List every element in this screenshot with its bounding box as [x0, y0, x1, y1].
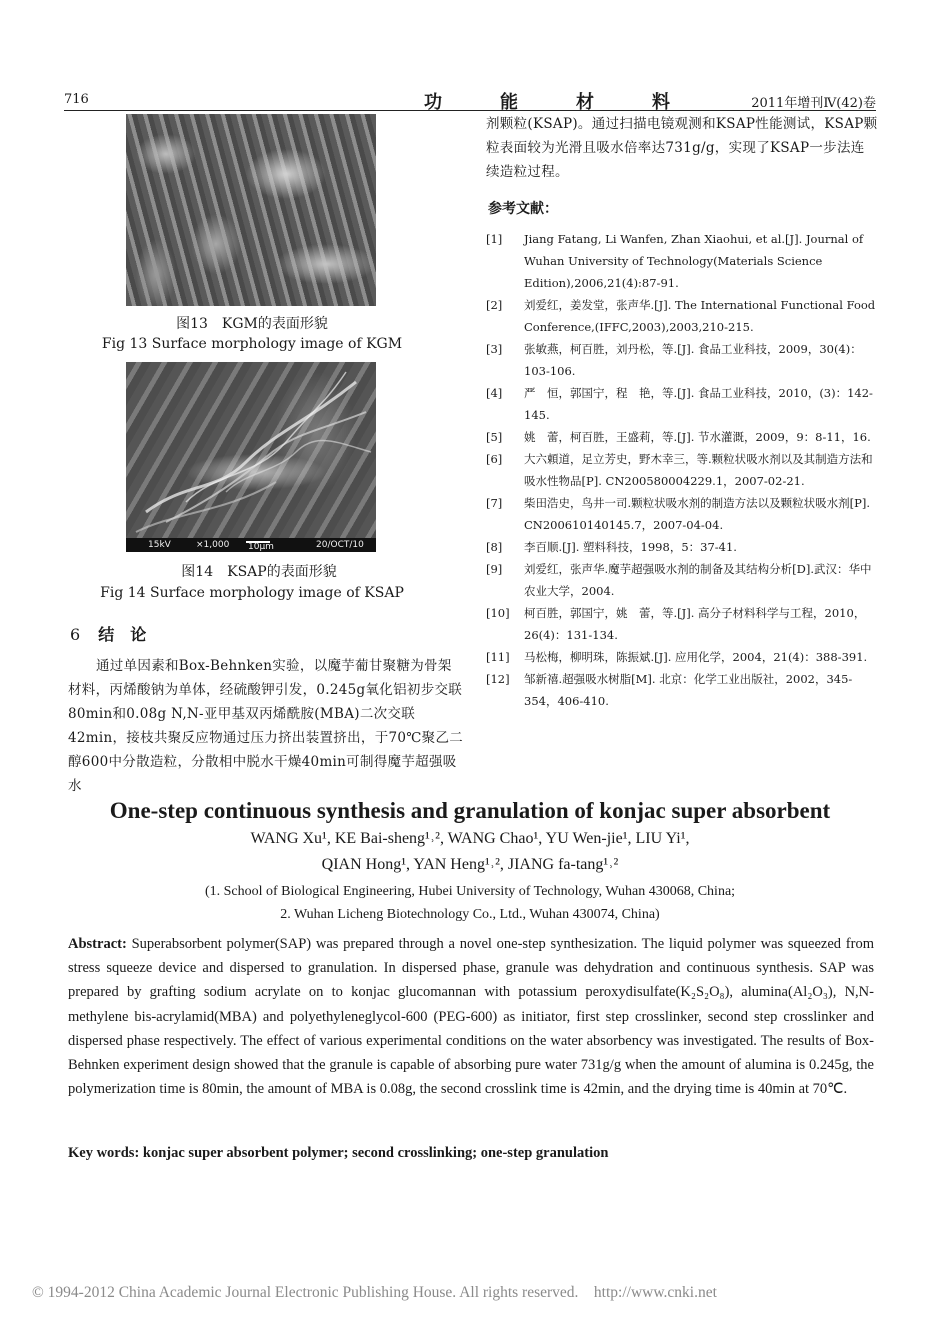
- section-title: 结 论: [98, 625, 147, 644]
- sem-voltage: 15kV: [148, 540, 171, 550]
- fiber-texture: [126, 362, 376, 538]
- affiliation-line-1: (1. School of Biological Engineering, Hubei University of Technology, Wuhan 430068, China;: [204, 884, 736, 899]
- sem-date: 20/OCT/10: [316, 540, 364, 550]
- reference-item: [3] 张敏燕，柯百胜，刘丹松，等.[J]. 食品工业科技，2009，30(4)：103-106.: [486, 342, 862, 378]
- authors-line-2: QIAN Hong¹, YAN Heng¹˒², JIANG fa-tang¹˒²: [321, 856, 619, 873]
- reference-item: [1] Jiang Fatang, Li Wanfen, Zhan Xiaohui, et al.[J]. Journal of Wuhan University of Technology(Materials Science Edition),2006,21(4):87-91.: [486, 232, 864, 290]
- figure-13-image: [126, 114, 376, 306]
- reference-item: [7] 柴田浩史，鸟井一司.颗粒状吸水剂的制造方法以及颗粒状吸水剂[P]. CN200610140145.7，2007-04-04.: [486, 496, 871, 532]
- reference-item: [11] 马松梅，柳明珠，陈振斌.[J]. 应用化学，2004，21(4)：388-391.: [486, 650, 868, 664]
- affiliation-line-2: 2. Wuhan Licheng Biotechnology Co., Ltd., Wuhan 430074, China): [280, 907, 660, 922]
- page-number: 716: [64, 92, 89, 107]
- section-heading: [70, 622, 146, 645]
- section-number: 6: [70, 625, 81, 644]
- figure-13-caption-cn: 图13 KGM的表面形貌: [176, 316, 328, 332]
- sem-magnification: ×1,000: [196, 540, 230, 550]
- reference-item: [9] 刘爱红，张声华.魔芋超强吸水剂的制备及其结构分析[D].武汉：华中农业大学，2004.: [486, 562, 872, 598]
- abstract-text: Superabsorbent polymer(SAP) was prepared through a novel one-step synthesization. The liquid polymer was squeezed from stress squeeze device and dispersed to granulation. In dispersed phase, granule was dehydration and continuous synthesis. SAP was prepared by grafting sodium acrylate on to konjac glucomannan with potassium peroxydisulfate(K₂S₂O₈), alumina(Al₂O₃), N,N-methylene bis-acrylamid(MBA) and polyethyleneglycol-600 (PEG-600) as initiator, first step crosslinker, second step crosslinker and dispersed phase respectively. The effect of various experimental conditions on the water absorbency was investigated. The results of Box-Behnken experiment design showed that the granule is capable of absorbing pure water 731g/g when the amount of alumina is 0.245g, the polymerization time is 80min, the amount of MBA is 0.08g, the second crosslink time is 42min, and the drying time is 40min at 70℃.: [68, 936, 874, 1098]
- copyright-notice: © 1994-2012 China Academic Journal Electronic Publishing House. All rights reserved. http://www.cnki.net: [32, 1284, 717, 1301]
- keywords: Key words: konjac super absorbent polymer; second crosslinking; one-step granulation: [68, 1145, 609, 1161]
- reference-item: [2] 刘爱红，姜发堂，张声华.[J]. The International Functional Food Conference,(IFFC,2003),2003,210-215.: [486, 298, 876, 334]
- figure-14-caption-en: Fig 14 Surface morphology image of KSAP: [100, 585, 404, 601]
- reference-list: [486, 228, 878, 712]
- header-rule: [64, 110, 876, 111]
- sem-scalebar: [126, 538, 376, 552]
- references-title: 参考文献：: [488, 201, 558, 217]
- reference-item: [6] 大六頼道，足立芳史，野木幸三，等.颗粒状吸水剂以及其制造方法和吸水性物品[P]. CN200580004229.1，2007-02-21.: [486, 452, 873, 488]
- figure-13-caption-en: Fig 13 Surface morphology image of KGM: [101, 336, 403, 352]
- abstract-label: Abstract:: [68, 936, 127, 952]
- authors-line-1: WANG Xu¹, KE Bai-sheng¹˒², WANG Chao¹, YU Wen-jie¹, LIU Yi¹,: [250, 830, 690, 847]
- reference-item: [4] 严 恒，郭国宁，程 艳，等.[J]. 食品工业科技，2010，(3)：142-145.: [486, 386, 873, 422]
- reference-item: [12] 邹新禧.超强吸水树脂[M]. 北京：化学工业出版社，2002，345-354，406-410.: [486, 672, 853, 708]
- journal-name: 功能材料: [424, 92, 728, 113]
- figure-14-image: [126, 362, 376, 552]
- reference-item: [10] 柯百胜，郭国宁，姚 蕾，等.[J]. 高分子材料科学与工程，2010，26(4)：131-134.: [486, 606, 866, 642]
- reference-item: [8] 李百顺.[J]. 塑料科技，1998，5：37-41.: [486, 540, 737, 554]
- sem-scale: 10μm: [248, 542, 274, 552]
- english-title: One-step continuous synthesis and granulation of konjac super absorbent: [109, 798, 831, 823]
- conclusion-continuation: 剂颗粒(KSAP)。通过扫描电镜观测和KSAP性能测试，KSAP颗粒表面较为光滑且吸水倍率达731g/g，实现了KSAP一步法连续造粒过程。: [486, 116, 878, 180]
- conclusion-paragraph: 通过单因素和Box-Behnken实验，以魔芋葡甘聚糖为骨架材料，丙烯酸钠为单体，经硫酸钾引发，0.245g氧化铝初步交联80min和0.08g N,N-亚甲基双丙烯酰胺(MBA)二次交联42min，接枝共聚反应物通过压力挤出装置挤出，于70℃聚乙二醇600中分散造粒，分散相中脱水干燥40min可制得魔芋超强吸水: [68, 658, 464, 794]
- figure-14-caption-cn: 图14 KSAP的表面形貌: [181, 564, 337, 580]
- reference-item: [5] 姚 蕾，柯百胜，王盛莉，等.[J]. 节水灌溉，2009，9：8-11，16.: [486, 430, 871, 444]
- issue-info: 2011年增刊Ⅳ(42)卷: [751, 96, 876, 111]
- page-header: [64, 88, 876, 113]
- abstract: [68, 932, 874, 1101]
